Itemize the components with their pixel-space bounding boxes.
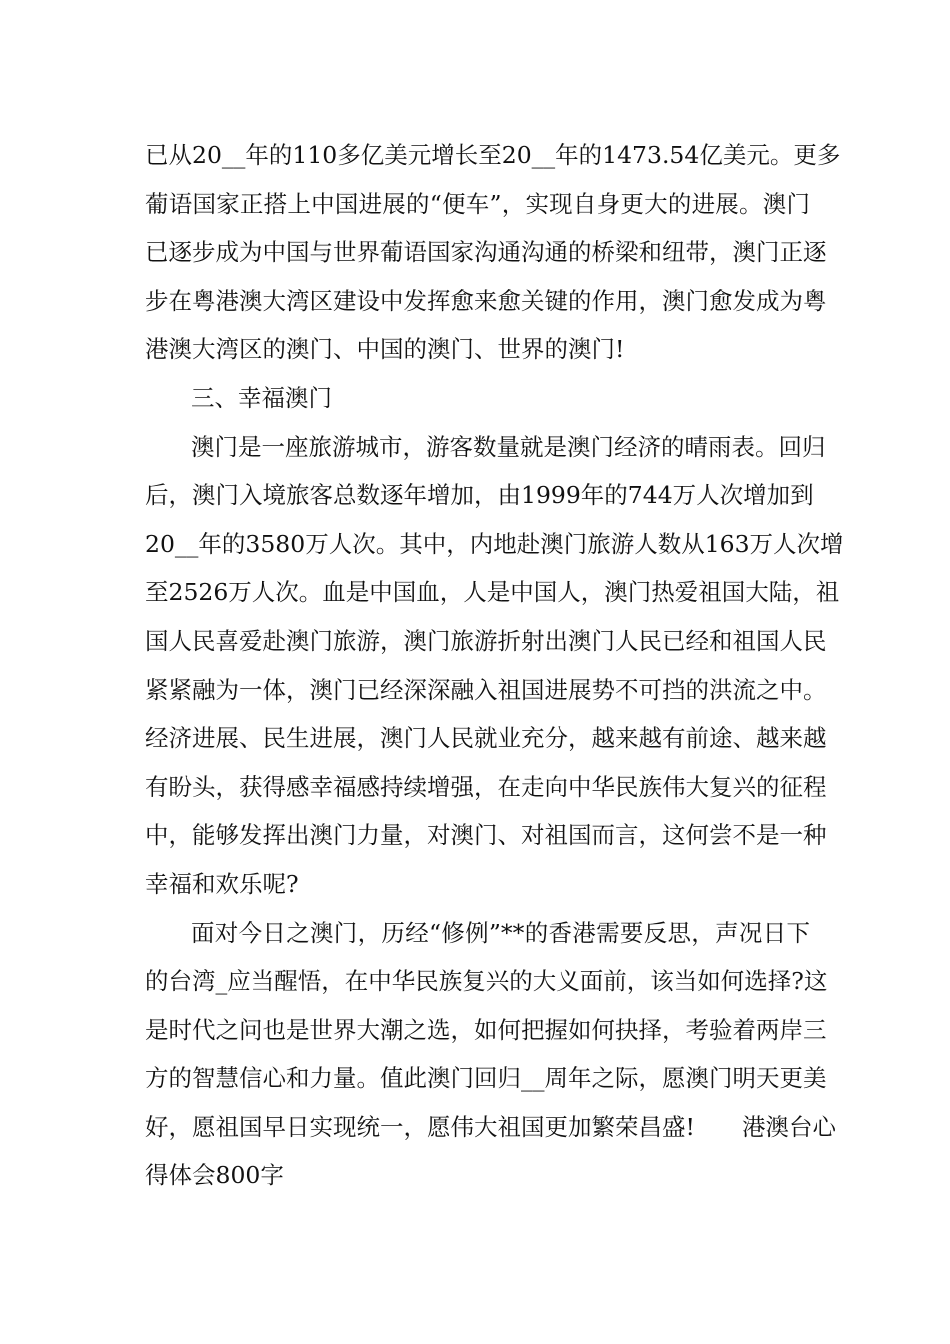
text-line: 方的智慧信心和力量。值此澳门回归__周年之际，愿澳门明天更美 <box>145 1064 827 1093</box>
text-line: 已从20__年的110多亿美元增长至20__年的1473.54亿美元。更多 <box>145 141 841 169</box>
text-line: 澳门是一座旅游城市，游客数量就是澳门经济的晴雨表。回归 <box>191 432 826 461</box>
text-line: 步在粤港澳大湾区建设中发挥愈来愈关键的作用，澳门愈发成为粤 <box>145 286 827 315</box>
text-line: 紧紧融为一体，澳门已经深深融入祖国进展势不可挡的洪流之中。 <box>145 675 827 704</box>
text-line: 国人民喜爱赴澳门旅游，澳门旅游折射出澳门人民已经和祖国人民 <box>145 626 827 655</box>
section-heading: 三、幸福澳门 <box>191 383 332 412</box>
text-line: 后，澳门入境旅客总数逐年增加，由1999年的744万人次增加到 <box>145 481 814 510</box>
text-line: 至2526万人次。血是中国血，人是中国人，澳门热爱祖国大陆，祖 <box>145 578 840 607</box>
text-line: 葡语国家正搭上中国进展的“便车”，实现自身更大的进展。澳门 <box>145 189 810 218</box>
text-line: 经济进展、民生进展，澳门人民就业充分，越来越有前途、越来越 <box>145 724 827 753</box>
text-line: 好，愿祖国早日实现统一，愿伟大祖国更加繁荣昌盛! 港澳台心 <box>145 1112 836 1141</box>
text-line: 的台湾_应当醒悟，在中华民族复兴的大义面前，该当如何选择?这 <box>145 967 828 996</box>
text-line: 幸福和欢乐呢? <box>145 869 299 898</box>
text-line: 有盼头，获得感幸福感持续增强，在走向中华民族伟大复兴的征程 <box>145 772 827 801</box>
body-text <box>145 131 844 1200</box>
text-line: 20__年的3580万人次。其中，内地赴澳门旅游人数从163万人次增 <box>145 529 844 558</box>
text-line: 中，能够发挥出澳门力量，对澳门、对祖国而言，这何尝不是一种 <box>145 821 827 850</box>
text-line: 得体会800字 <box>145 1161 284 1190</box>
text-line: 是时代之问也是世界大潮之选，如何把握如何抉择，考验着两岸三 <box>145 1015 827 1044</box>
text-line: 港澳大湾区的澳门、中国的澳门、世界的澳门! <box>145 335 625 364</box>
text-line: 面对今日之澳门，历经“修例”**的香港需要反思，声况日下 <box>191 918 810 947</box>
text-line: 已逐步成为中国与世界葡语国家沟通沟通的桥梁和纽带，澳门正逐 <box>145 238 827 267</box>
